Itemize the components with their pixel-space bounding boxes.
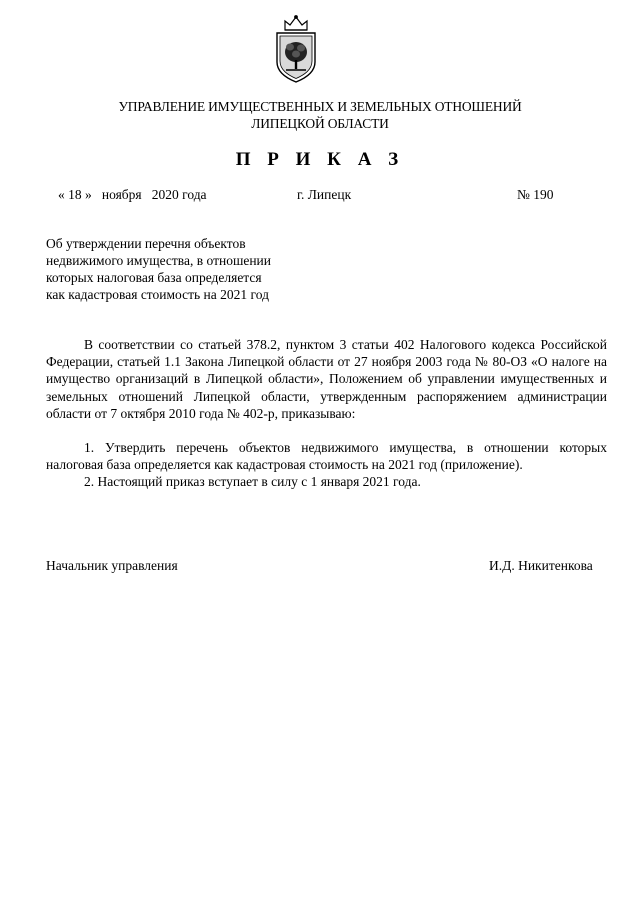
document-city: г. Липецк: [297, 187, 352, 202]
document-number: № 190: [517, 187, 554, 202]
coat-of-arms-emblem: [272, 14, 320, 84]
order-item-1: 1. Утвердить перечень объектов недвижимого имущества, в отношении которых налоговая база определяется как кадастровая стоимость на 2021 год (приложение).: [46, 440, 607, 473]
preamble-paragraph: В соответствии со статьей 378.2, пунктом 3 статьи 402 Налогового кодекса Российской Федерации, статьей 1.1 Закона Липецкой области от 27 ноября 2003 года № 80-ОЗ «О налоге на имущество организаций в Липецкой области», Положением об управлении имущественных и земельных отношений Липецкой области, утвержденным распоряжением администрации области от 7 октября 2010 года № 402-р, приказываю:: [46, 337, 607, 421]
subject-line: недвижимого имущества, в отношении: [46, 253, 272, 268]
subject-line: как кадастровая стоимость на 2021 год: [46, 287, 269, 302]
document-date: « 18 » ноября 2020 года: [58, 187, 207, 202]
document-subject: [46, 235, 316, 303]
document-title: П Р И К А З: [235, 149, 405, 170]
document-body: [46, 336, 607, 491]
organization-name-line1: УПРАВЛЕНИЕ ИМУЩЕСТВЕННЫХ И ЗЕМЕЛЬНЫХ ОТНОШЕНИЙ: [118, 99, 522, 114]
order-item-2: 2. Настоящий приказ вступает в силу с 1 января 2021 года.: [84, 474, 421, 490]
signatory-name: И.Д. Никитенкова: [489, 558, 593, 573]
organization-name-line2: ЛИПЕЦКОЙ ОБЛАСТИ: [251, 116, 389, 131]
signatory-position: Начальник управления: [46, 558, 178, 573]
crown-icon: [285, 16, 307, 30]
subject-line: Об утверждении перечня объектов: [46, 236, 246, 251]
subject-line: которых налоговая база определяется: [46, 270, 262, 285]
